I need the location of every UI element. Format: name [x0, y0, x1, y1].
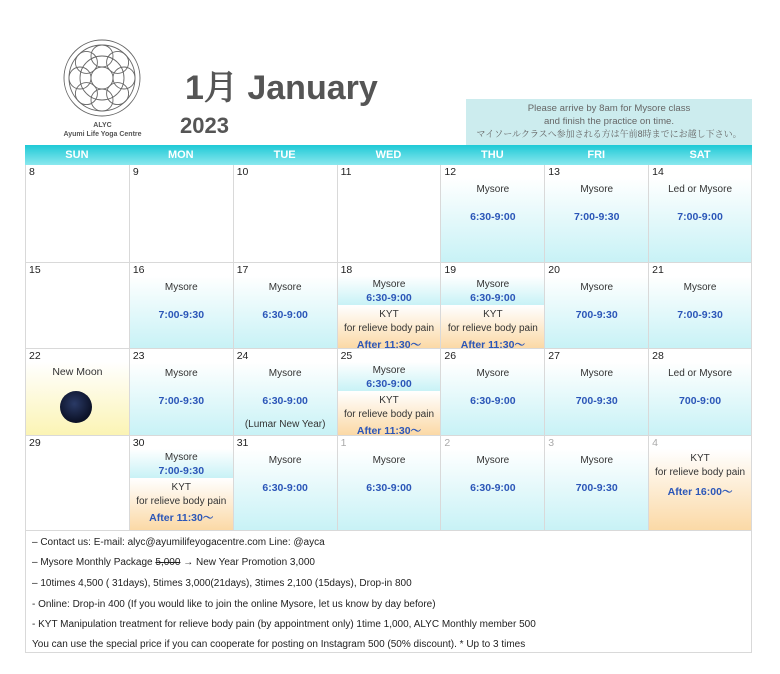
- class-time: 6:30-9:00: [470, 211, 516, 223]
- package-line: [32, 557, 315, 568]
- calendar-day[interactable]: [440, 263, 544, 349]
- calendar-day[interactable]: [129, 436, 233, 531]
- rates-line: – 10times 4,500 ( 31days), 5times 3,000(21days), 3times 2,100 (15days), Drop-in 800: [32, 578, 412, 589]
- calendar-day[interactable]: [233, 436, 337, 531]
- calendar: [25, 145, 752, 531]
- class-name: Led or Mysore: [668, 368, 733, 379]
- year-label: 2023: [180, 113, 229, 138]
- calendar-day[interactable]: [337, 436, 441, 531]
- calendar-day[interactable]: [129, 165, 233, 263]
- class-time: 6:30-9:00: [470, 292, 516, 304]
- date-number: 1: [340, 437, 347, 449]
- weekday-header: [25, 145, 752, 165]
- online-line: - Online: Drop-in 400 (If you would like to join the online Mysore, let us know by day before): [32, 599, 436, 610]
- calendar-day[interactable]: [233, 165, 337, 263]
- kyt-description: for relieve body pain: [655, 467, 746, 478]
- kyt-description: for relieve body pain: [136, 496, 227, 507]
- date-number: 11: [340, 166, 352, 178]
- calendar-day[interactable]: [440, 165, 544, 263]
- class-name: Mysore: [580, 282, 614, 293]
- kyt-description: for relieve body pain: [343, 409, 435, 420]
- calendar-day[interactable]: [544, 436, 648, 531]
- calendar-day[interactable]: [544, 263, 648, 349]
- date-number: 30: [132, 437, 145, 449]
- calendar-day[interactable]: [337, 165, 441, 263]
- date-number: 14: [652, 166, 664, 178]
- logo-abbreviation: ALYC: [93, 122, 112, 129]
- date-number: 20: [548, 264, 560, 276]
- instagram-line: You can use the special price if you can cooperate for posting on Instagram 500 (50% discount). * Up to 3 times: [32, 639, 526, 650]
- date-number: 17: [236, 264, 249, 276]
- kyt-label: KYT: [690, 453, 710, 464]
- class-name: Mysore: [476, 455, 510, 466]
- kyt-description: for relieve body pain: [447, 323, 538, 334]
- date-number: 9: [132, 166, 139, 178]
- class-name: Mysore: [372, 365, 406, 376]
- date-number: 15: [29, 264, 41, 276]
- class-time: 7:00-9:30: [573, 211, 620, 223]
- weekday-sun: SUN: [65, 149, 89, 161]
- kyt-time: After 11:30〜: [356, 339, 422, 351]
- calendar-day[interactable]: [337, 263, 441, 349]
- date-number: 21: [652, 264, 664, 276]
- calendar-day[interactable]: [544, 349, 648, 436]
- calendar-week: [25, 263, 752, 349]
- class-name: Mysore: [268, 455, 302, 466]
- class-time: 6:30-9:00: [366, 292, 412, 304]
- class-name: Mysore: [476, 279, 510, 290]
- class-time: 6:30-9:00: [262, 395, 308, 407]
- info-panel: [25, 531, 752, 653]
- package-prefix: – Mysore Monthly Package: [32, 557, 156, 568]
- package-suffix: → New Year Promotion 3,000: [180, 557, 315, 568]
- date-number: 23: [132, 350, 145, 362]
- calendar-day[interactable]: [25, 165, 129, 263]
- date-number: 13: [548, 166, 560, 178]
- kyt-time: After 11:30〜: [149, 512, 214, 524]
- kyt-label: KYT: [483, 309, 503, 320]
- kyt-label: KYT: [379, 309, 399, 320]
- arrival-notice: [466, 99, 752, 145]
- date-number: 4: [652, 437, 658, 449]
- notice-line-2: and finish the practice on time.: [543, 116, 675, 127]
- calendar-day[interactable]: [544, 165, 648, 263]
- class-name: Mysore: [580, 184, 614, 195]
- date-number: 29: [29, 437, 41, 449]
- date-number: 28: [652, 350, 664, 362]
- notice-line-1: Please arrive by 8am for Mysore class: [527, 103, 691, 114]
- class-name: Mysore: [580, 368, 614, 379]
- class-name: Mysore: [164, 282, 198, 293]
- calendar-day[interactable]: [129, 349, 233, 436]
- class-name: Mysore: [476, 368, 510, 379]
- class-time: 6:30-9:00: [470, 395, 516, 407]
- calendar-day[interactable]: [648, 349, 752, 436]
- date-number: 26: [444, 350, 457, 362]
- page-title: 1月 January: [185, 69, 378, 107]
- class-time: 7:00-9:30: [677, 309, 723, 321]
- class-name: Mysore: [683, 282, 717, 293]
- kyt-label: KYT: [171, 482, 191, 493]
- class-time: 7:00-9:30: [158, 465, 205, 477]
- calendar-day[interactable]: [233, 263, 337, 349]
- calendar-day[interactable]: [25, 349, 129, 436]
- class-time: 6:30-9:00: [262, 309, 308, 321]
- logo-name: Ayumi Life Yoga Centre: [63, 131, 142, 138]
- class-time: 6:30-9:00: [366, 482, 412, 494]
- date-number: 18: [340, 264, 353, 276]
- calendar-week: [25, 349, 752, 436]
- date-number: 19: [444, 264, 457, 276]
- date-number: 25: [340, 350, 353, 362]
- day-note: (Lumar New Year): [244, 419, 326, 430]
- new-moon-icon: [60, 391, 92, 423]
- event-label: New Moon: [52, 366, 103, 378]
- class-time: 6:30-9:00: [262, 482, 308, 494]
- calendar-day[interactable]: [25, 263, 129, 349]
- calendar-day[interactable]: [648, 165, 752, 263]
- calendar-week: [25, 436, 752, 531]
- date-number: 2: [444, 437, 451, 449]
- calendar-day[interactable]: [648, 263, 752, 349]
- kyt-time: After 11:30〜: [460, 339, 525, 351]
- class-name: Mysore: [372, 455, 406, 466]
- weekday-wed: WED: [375, 149, 402, 161]
- date-number: 10: [236, 166, 249, 178]
- weekday-thu: THU: [481, 149, 504, 161]
- calendar-weeks: [25, 165, 752, 531]
- kyt-label: KYT: [379, 395, 399, 406]
- class-name: Mysore: [268, 368, 302, 379]
- kyt-time: After 11:30〜: [356, 425, 422, 437]
- weekday-sat: SAT: [689, 149, 711, 161]
- class-time: 6:30-9:00: [366, 378, 412, 390]
- date-number: 31: [236, 437, 249, 449]
- calendar-day[interactable]: [440, 436, 544, 531]
- class-name: Mysore: [372, 279, 406, 290]
- mandala-logo-icon: [62, 38, 142, 118]
- date-number: 16: [132, 264, 145, 276]
- weekday-tue: TUE: [273, 149, 296, 161]
- class-time: 700-9:30: [575, 482, 618, 494]
- calendar-week: [25, 165, 752, 263]
- class-time: 7:00-9:30: [158, 309, 205, 321]
- class-time: 7:00-9:30: [158, 395, 205, 407]
- calendar-day[interactable]: [25, 436, 129, 531]
- calendar-day[interactable]: [233, 349, 337, 436]
- date-number: 27: [548, 350, 560, 362]
- class-time: 6:30-9:00: [470, 482, 516, 494]
- class-name: Mysore: [164, 368, 198, 379]
- weekday-fri: FRI: [587, 149, 606, 161]
- class-time: 700-9:30: [575, 395, 618, 407]
- class-name: Mysore: [580, 455, 614, 466]
- weekday-mon: MON: [167, 149, 194, 161]
- class-name: Mysore: [164, 452, 198, 463]
- date-number: 8: [29, 166, 35, 178]
- kyt-description: for relieve body pain: [343, 323, 435, 334]
- date-number: 3: [548, 437, 555, 449]
- class-time: 7:00-9:00: [677, 211, 723, 223]
- date-number: 12: [444, 166, 457, 178]
- kyt-time: After 16:00〜: [667, 486, 733, 498]
- calendar-day[interactable]: [337, 349, 441, 436]
- package-old-price: 5,000: [155, 557, 181, 568]
- notice-line-3: マイソールクラスへ参加される方は午前8時までにお越し下さい。: [476, 129, 742, 139]
- kyt-line: - KYT Manipulation treatment for relieve body pain (by appointment only) 1time 1,000, ALYC Monthly member 500: [32, 619, 536, 630]
- contact-line: – Contact us: E-mail: alyc@ayumilifeyogacentre.com Line: @ayca: [32, 537, 325, 548]
- date-number: 22: [29, 350, 41, 362]
- class-time: 700-9:00: [679, 395, 722, 407]
- class-name: Led or Mysore: [668, 184, 733, 195]
- class-time: 700-9:30: [575, 309, 618, 321]
- calendar-day[interactable]: [440, 349, 544, 436]
- calendar-day[interactable]: [648, 436, 752, 531]
- date-number: 24: [236, 350, 249, 362]
- class-name: Mysore: [268, 282, 302, 293]
- calendar-day[interactable]: [129, 263, 233, 349]
- class-name: Mysore: [476, 184, 510, 195]
